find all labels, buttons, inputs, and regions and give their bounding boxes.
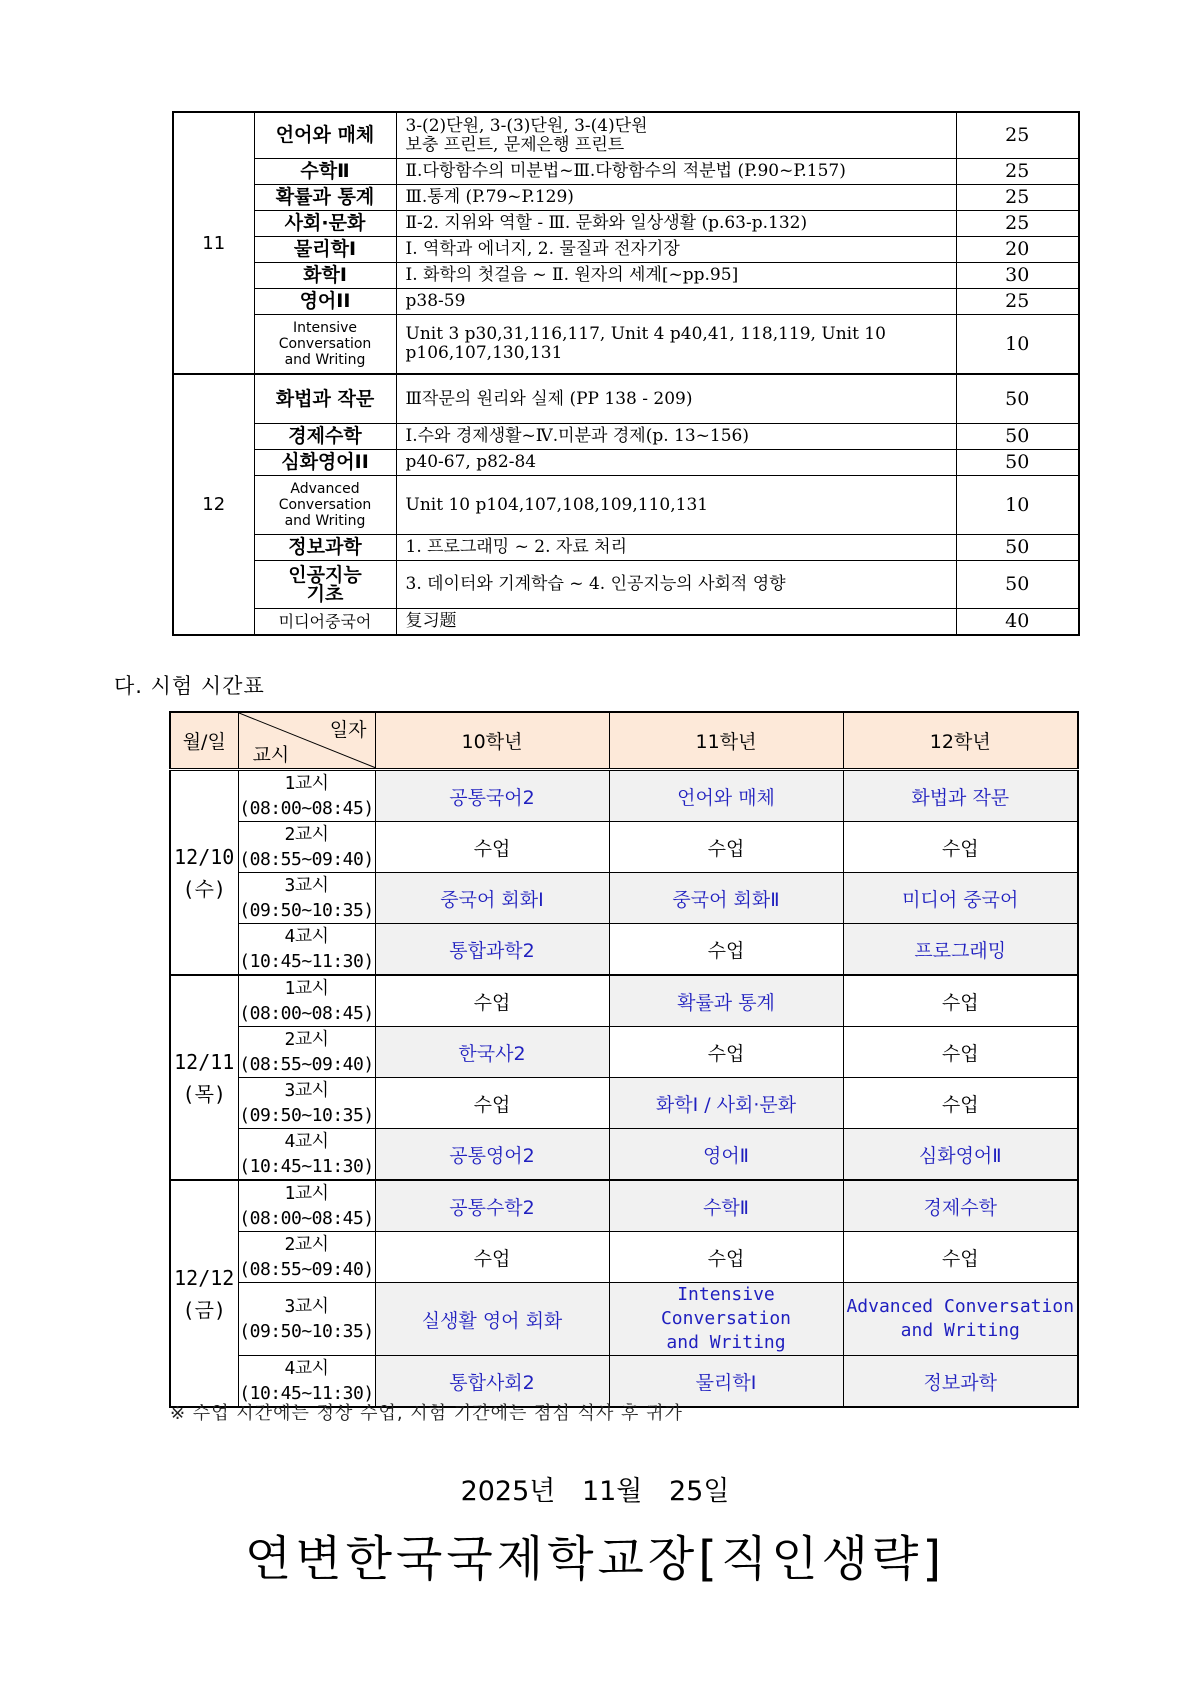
schedule-row	[170, 1027, 1078, 1078]
scope-row	[173, 609, 1079, 636]
date-cell: 12/12 (금)	[170, 1180, 238, 1407]
exam-scope-table	[172, 111, 1080, 636]
range-cell: Ⅰ.수와 경제생활~Ⅳ.미분과 경제(p. 13~156)	[396, 424, 956, 450]
range-cell: Unit 3 p30,31,116,117, Unit 4 p40,41, 118,119, Unit 10 p106,107,130,131	[396, 315, 956, 375]
points-cell: 50	[956, 424, 1079, 450]
exam-subject-cell: 통합과학2	[375, 924, 609, 976]
exam-subject-cell: 확률과 통계	[609, 975, 843, 1027]
exam-subject-cell: 언어와 매체	[609, 770, 843, 822]
period-cell: 4교시 (10:45~11:30)	[238, 1356, 375, 1408]
scope-row	[173, 237, 1079, 263]
exam-subject-cell: 공통수학2	[375, 1180, 609, 1232]
scope-row	[173, 185, 1079, 211]
exam-subject-cell: 심화영어Ⅱ	[843, 1129, 1078, 1181]
points-cell: 50	[956, 561, 1079, 609]
schedule-row	[170, 924, 1078, 976]
scope-row	[173, 476, 1079, 535]
schedule-row	[170, 1283, 1078, 1356]
subject-cell: 심화영어II	[254, 450, 396, 476]
period-cell: 1교시 (08:00~08:45)	[238, 975, 375, 1027]
schedule-row	[170, 1129, 1078, 1181]
exam-subject-cell: 정보과학	[843, 1356, 1078, 1408]
range-cell: Unit 10 p104,107,108,109,110,131	[396, 476, 956, 535]
regular-class-cell: 수업	[609, 822, 843, 873]
points-cell: 20	[956, 237, 1079, 263]
scope-row	[173, 424, 1079, 450]
exam-subject-cell: 공통국어2	[375, 770, 609, 822]
points-cell: 25	[956, 289, 1079, 315]
period-cell: 2교시 (08:55~09:40)	[238, 1027, 375, 1078]
grade-cell: 11	[173, 112, 254, 374]
section-title: 다. 시험 시간표	[114, 674, 265, 698]
period-cell: 4교시 (10:45~11:30)	[238, 1129, 375, 1181]
regular-class-cell: 수업	[375, 975, 609, 1027]
exam-subject-cell: 수학Ⅱ	[609, 1180, 843, 1232]
grade-12-header: 12학년	[843, 712, 1078, 770]
points-cell: 50	[956, 450, 1079, 476]
note-text: ※ 수업 시간에는 정상 수업, 시험 기간에는 점심 식사 후 귀가	[170, 1403, 683, 1424]
points-cell: 10	[956, 476, 1079, 535]
exam-subject-cell: 프로그래밍	[843, 924, 1078, 976]
subject-cell: Advanced Conversation and Writing	[254, 476, 396, 535]
points-cell: 30	[956, 263, 1079, 289]
scope-row	[173, 211, 1079, 237]
schedule-row	[170, 1180, 1078, 1232]
exam-schedule-table	[169, 711, 1079, 1408]
subject-cell: 미디어중국어	[254, 609, 396, 636]
exam-subject-cell: 화학Ⅰ / 사회·문화	[609, 1078, 843, 1129]
subject-cell: 수학Ⅱ	[254, 159, 396, 185]
subject-cell: 영어II	[254, 289, 396, 315]
points-cell: 40	[956, 609, 1079, 636]
range-cell: 复习题	[396, 609, 956, 636]
scope-row	[173, 374, 1079, 424]
regular-class-cell: 수업	[843, 975, 1078, 1027]
exam-subject-cell: 한국사2	[375, 1027, 609, 1078]
subject-cell: 경제수학	[254, 424, 396, 450]
range-cell: Ⅰ. 역학과 에너지, 2. 물질과 전자기장	[396, 237, 956, 263]
schedule-row	[170, 770, 1078, 822]
regular-class-cell: 수업	[843, 822, 1078, 873]
range-cell: 1. 프로그래밍 ~ 2. 자료 처리	[396, 535, 956, 561]
points-cell: 50	[956, 535, 1079, 561]
points-cell: 25	[956, 159, 1079, 185]
exam-subject-cell: Advanced Conversation and Writing	[843, 1283, 1078, 1356]
subject-cell: 언어와 매체	[254, 112, 396, 159]
scope-row	[173, 159, 1079, 185]
scope-row	[173, 112, 1079, 159]
range-cell: Ⅲ작문의 원리와 실제 (PP 138 - 209)	[396, 374, 956, 424]
schedule-row	[170, 822, 1078, 873]
exam-subject-cell: 화법과 작문	[843, 770, 1078, 822]
schedule-row	[170, 873, 1078, 924]
exam-subject-cell: 물리학Ⅰ	[609, 1356, 843, 1408]
regular-class-cell: 수업	[843, 1232, 1078, 1283]
subject-cell: 확률과 통계	[254, 185, 396, 211]
scope-row	[173, 535, 1079, 561]
points-cell: 25	[956, 185, 1079, 211]
date-column-header: 월/일	[170, 712, 238, 770]
schedule-header-row	[170, 712, 1078, 770]
period-cell: 1교시 (08:00~08:45)	[238, 1180, 375, 1232]
period-cell: 3교시 (09:50~10:35)	[238, 1283, 375, 1356]
scope-row	[173, 561, 1079, 609]
date-cell: 12/11 (목)	[170, 975, 238, 1180]
subject-cell: 물리학Ⅰ	[254, 237, 396, 263]
points-cell: 25	[956, 112, 1079, 159]
regular-class-cell: 수업	[375, 1078, 609, 1129]
subject-cell: 인공지능 기초	[254, 561, 396, 609]
exam-subject-cell: 실생활 영어 회화	[375, 1283, 609, 1356]
range-cell: Ⅱ-2. 지위와 역할 - Ⅲ. 문화와 일상생활 (p.63-p.132)	[396, 211, 956, 237]
range-cell: p38-59	[396, 289, 956, 315]
range-cell: 3-(2)단원, 3-(3)단원, 3-(4)단원 보충 프린트, 문제은행 프린트	[396, 112, 956, 159]
regular-class-cell: 수업	[609, 924, 843, 976]
period-cell: 3교시 (09:50~10:35)	[238, 1078, 375, 1129]
range-cell: p40-67, p82-84	[396, 450, 956, 476]
schedule-row	[170, 975, 1078, 1027]
range-cell: Ⅱ.다항함수의 미분법~Ⅲ.다항함수의 적분법 (P.90~P.157)	[396, 159, 956, 185]
scope-row	[173, 289, 1079, 315]
scope-row	[173, 315, 1079, 375]
subject-cell: Intensive Conversation and Writing	[254, 315, 396, 375]
regular-class-cell: 수업	[843, 1078, 1078, 1129]
diag-bottom-label: 교시	[252, 744, 290, 766]
exam-subject-cell: 영어Ⅱ	[609, 1129, 843, 1181]
grade-11-header: 11학년	[609, 712, 843, 770]
exam-subject-cell: 중국어 회화Ⅱ	[609, 873, 843, 924]
range-cell: Ⅲ.통계 (P.79~P.129)	[396, 185, 956, 211]
exam-subject-cell: 경제수학	[843, 1180, 1078, 1232]
period-cell: 3교시 (09:50~10:35)	[238, 873, 375, 924]
regular-class-cell: 수업	[843, 1027, 1078, 1078]
exam-subject-cell: 공통영어2	[375, 1129, 609, 1181]
regular-class-cell: 수업	[609, 1232, 843, 1283]
issue-date: 2025년 11월 25일	[460, 1476, 730, 1507]
period-cell: 1교시 (08:00~08:45)	[238, 770, 375, 822]
grade-cell: 12	[173, 374, 254, 635]
diagonal-header-cell	[238, 712, 375, 770]
range-cell: Ⅰ. 화학의 첫걸음 ~ Ⅱ. 원자의 세계[~pp.95]	[396, 263, 956, 289]
exam-subject-cell: 미디어 중국어	[843, 873, 1078, 924]
points-cell: 50	[956, 374, 1079, 424]
range-cell: 3. 데이터와 기계학습 ~ 4. 인공지능의 사회적 영향	[396, 561, 956, 609]
regular-class-cell: 수업	[609, 1027, 843, 1078]
regular-class-cell: 수업	[375, 822, 609, 873]
points-cell: 25	[956, 211, 1079, 237]
period-cell: 2교시 (08:55~09:40)	[238, 822, 375, 873]
diag-top-label: 일자	[329, 719, 367, 741]
period-cell: 4교시 (10:45~11:30)	[238, 924, 375, 976]
points-cell: 10	[956, 315, 1079, 375]
exam-subject-cell: Intensive Conversation and Writing	[609, 1283, 843, 1356]
subject-cell: 정보과학	[254, 535, 396, 561]
scope-row	[173, 263, 1079, 289]
principal-signature: 연변한국국제학교장[직인생략]	[244, 1531, 946, 1587]
regular-class-cell: 수업	[375, 1232, 609, 1283]
schedule-row	[170, 1078, 1078, 1129]
subject-cell: 사회·문화	[254, 211, 396, 237]
subject-cell: 화법과 작문	[254, 374, 396, 424]
date-cell: 12/10 (수)	[170, 770, 238, 976]
subject-cell: 화학Ⅰ	[254, 263, 396, 289]
grade-10-header: 10학년	[375, 712, 609, 770]
exam-subject-cell: 중국어 회화Ⅰ	[375, 873, 609, 924]
period-cell: 2교시 (08:55~09:40)	[238, 1232, 375, 1283]
schedule-row	[170, 1232, 1078, 1283]
scope-row	[173, 450, 1079, 476]
exam-subject-cell: 통합사회2	[375, 1356, 609, 1408]
